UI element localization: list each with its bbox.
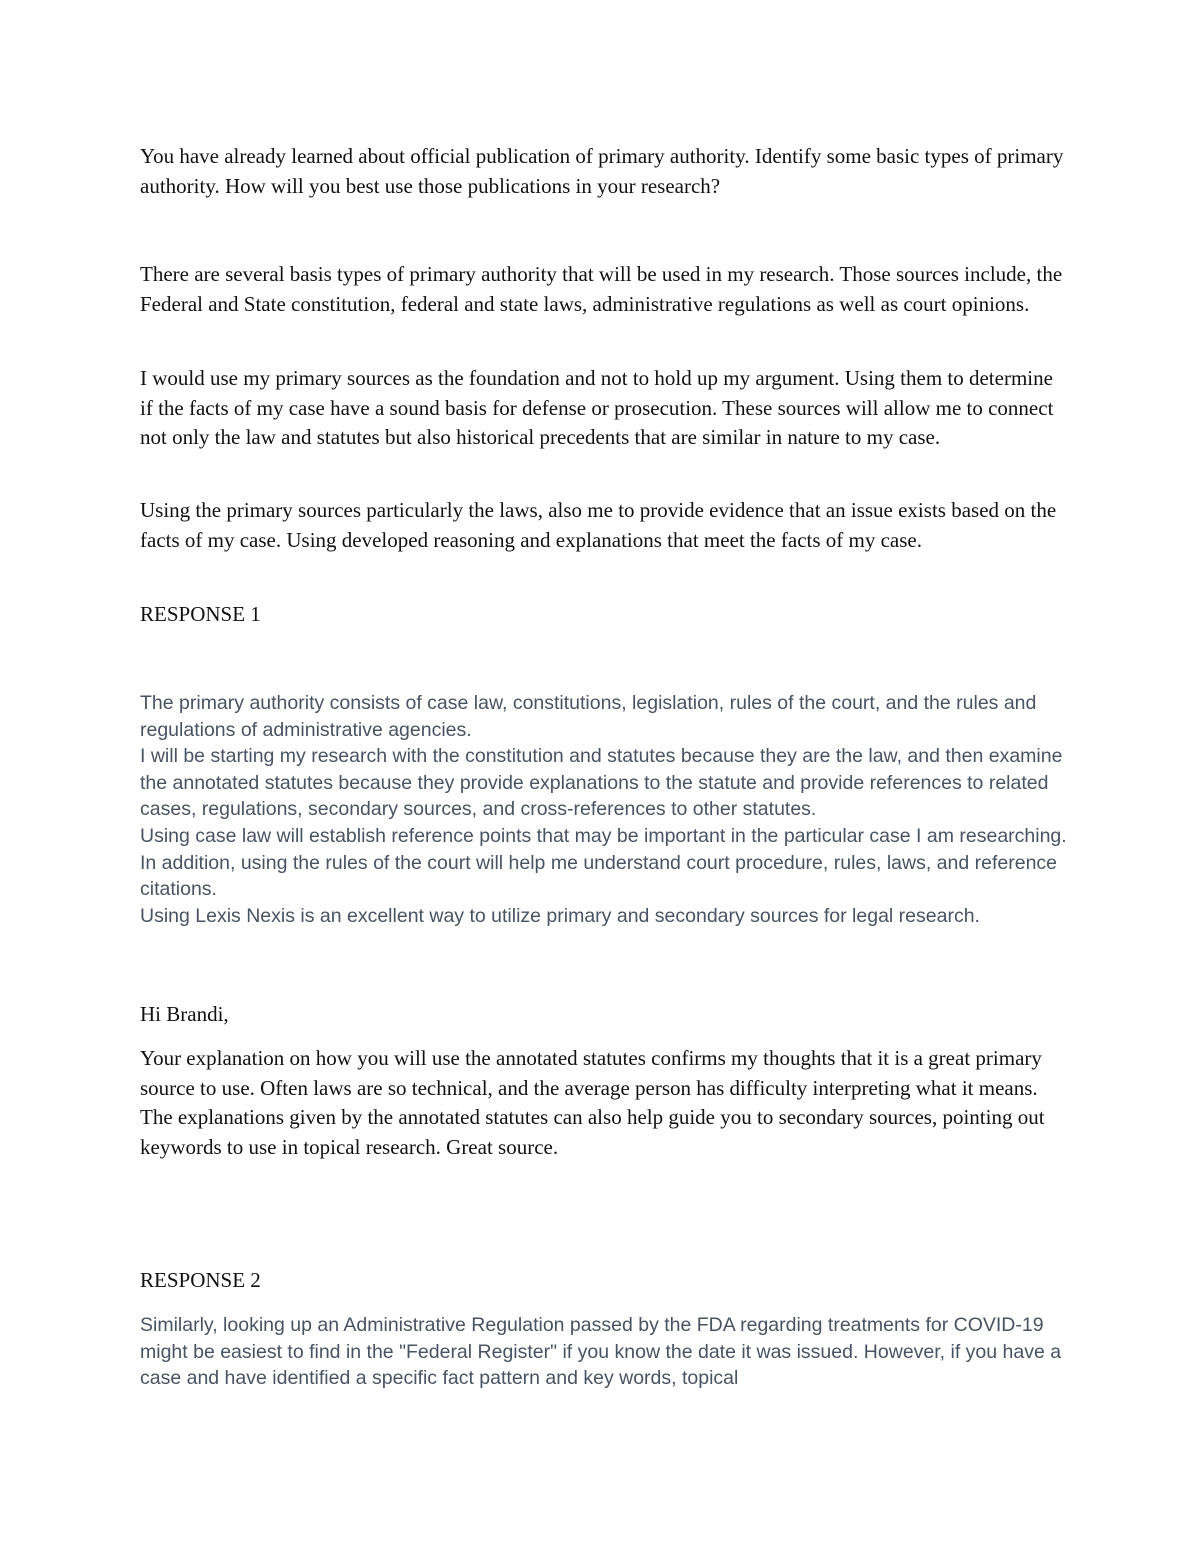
response-2-post: Similarly, looking up an Administrative Regulation passed by the FDA regarding treatments for COVID-19 might be easiest to find in the "Federal Register" if you know the date it was issued. However, if you have a case and have identified a specific fact pattern and key words, topical — [140, 1314, 1062, 1390]
answer-paragraph-3: Using the primary sources particularly the laws, also me to provide evidence that an issue exists based on the facts of my case. Using developed reasoning and explanations that meet the facts of my case. — [140, 498, 1057, 552]
response-1-reply-body: Your explanation on how you will use the annotated statutes confirms my thoughts that it is a great primary source to use. Often laws are so technical, and the average person has difficulty interpreting what it means. The explanations given by the annotated statutes can also help guide you to secondary sources, pointing out keywords to use in topical research. Great source. — [140, 1046, 1045, 1159]
answer-paragraph-2: I would use my primary sources as the foundation and not to hold up my argument. Using them to determine if the facts of my case have a sound basis for defense or prosecution. These sources will allow me to connect not only the law and statutes but also historical precedents that are similar in nature to my case. — [140, 366, 1054, 449]
response-1-post-line: The primary authority consists of case law, constitutions, legislation, rules of the court, and the rules and regulations of administrative agencies. — [140, 692, 1037, 741]
response-1-post-line: I will be starting my research with the constitution and statutes because they are the law, and then examine the annotated statutes because they provide explanations to the statute and provide references to related cases, regulations, secondary sources, and cross-references to other statutes. — [140, 745, 1063, 821]
response-1-heading: RESPONSE 1 — [140, 602, 261, 626]
response-1-post — [140, 690, 1070, 929]
prompt-question: You have already learned about official publication of primary authority. Identify some basic types of primary authority. How will you best use those publications in your research? — [140, 144, 1064, 198]
response-1-reply-greeting: Hi Brandi, — [140, 1002, 229, 1026]
response-2-heading: RESPONSE 2 — [140, 1268, 261, 1292]
answer-paragraph-1: There are several basis types of primary authority that will be used in my research. Those sources include, the Federal and State constitution, federal and state laws, administrative regulations as well as court opinions. — [140, 262, 1063, 316]
response-1-post-line: Using Lexis Nexis is an excellent way to utilize primary and secondary sources for legal research. — [140, 904, 980, 927]
response-1-post-line: Using case law will establish reference points that may be important in the particular case I am researching. In addition, using the rules of the court will help me understand court procedure, rules, laws, and reference citations. — [140, 824, 1067, 901]
